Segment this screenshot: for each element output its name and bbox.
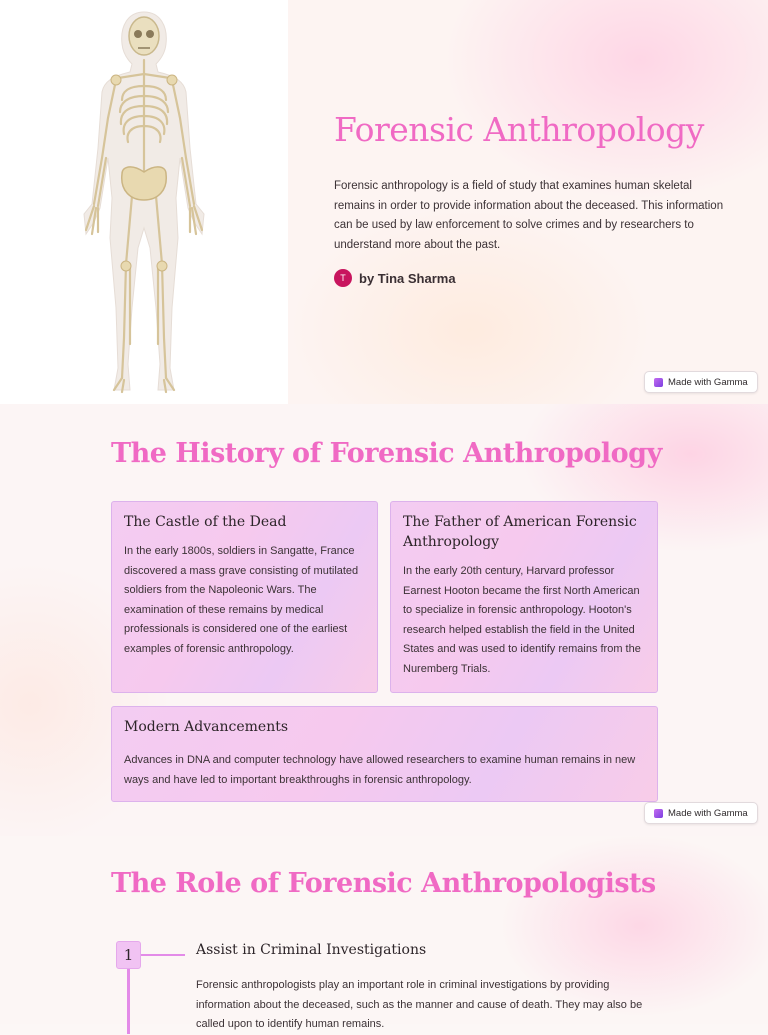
intro-paragraph: Forensic anthropology is a field of study that examines human skeletal remains in order to provide information about the deceased. This information can be used by law enforcement to solve crimes and by researchers to understand more about the past. bbox=[334, 180, 724, 251]
made-with-gamma-button[interactable] bbox=[644, 802, 758, 824]
role-title: The Role of Forensic Anthropologists bbox=[111, 868, 656, 899]
step-title: Assist in Criminal Investigations bbox=[196, 942, 427, 958]
card-body: In the early 1800s, soldiers in Sangatte, France discovered a mass grave consisting of mutilated soldiers from the Napoleonic Wars. The examination of these remains by medical professionals is considered one of the earliest examples of forensic anthropology. bbox=[124, 545, 359, 655]
step-connector bbox=[141, 954, 185, 956]
avatar: T bbox=[334, 269, 352, 287]
step-number: 1 bbox=[116, 941, 141, 969]
author-byline bbox=[334, 269, 456, 287]
skeleton-illustration bbox=[72, 8, 216, 396]
card-title: The Castle of the Dead bbox=[124, 514, 287, 530]
made-with-gamma-label: Made with Gamma bbox=[668, 376, 748, 388]
card-body: Advances in DNA and computer technology have allowed researchers to examine human remains in new ways and have led to important breakthroughs in forensic anthropology. bbox=[124, 754, 636, 786]
history-slide bbox=[0, 404, 768, 836]
card-body: In the early 20th century, Harvard professor Earnest Hooton became the first North American to specialize in forensic anthropology. Hooton's research helped establish the field in the United States and was used to identify remains from the Nuremberg Trials. bbox=[403, 565, 641, 675]
author-name: by Tina Sharma bbox=[359, 270, 456, 286]
timeline-line bbox=[127, 964, 130, 1034]
skeleton-image-panel bbox=[0, 0, 288, 404]
history-card-modern bbox=[111, 706, 658, 802]
gamma-icon bbox=[654, 809, 663, 818]
history-card-father bbox=[390, 501, 658, 693]
history-card-castle bbox=[111, 501, 378, 693]
card-title: The Father of American Forensic Anthropology bbox=[403, 514, 637, 550]
history-title: The History of Forensic Anthropology bbox=[111, 438, 662, 469]
role-slide bbox=[0, 836, 768, 1031]
page-title: Forensic Anthropology bbox=[334, 110, 704, 149]
card-title: Modern Advancements bbox=[124, 719, 289, 735]
step-body: Forensic anthropologists play an important role in criminal investigations by providing information about the deceased, such as the manner and cause of death. They may also be called upon to identify human remains. bbox=[196, 979, 643, 1031]
gamma-icon bbox=[654, 378, 663, 387]
made-with-gamma-label: Made with Gamma bbox=[668, 807, 748, 819]
made-with-gamma-button[interactable] bbox=[644, 371, 758, 393]
title-slide bbox=[0, 0, 768, 404]
